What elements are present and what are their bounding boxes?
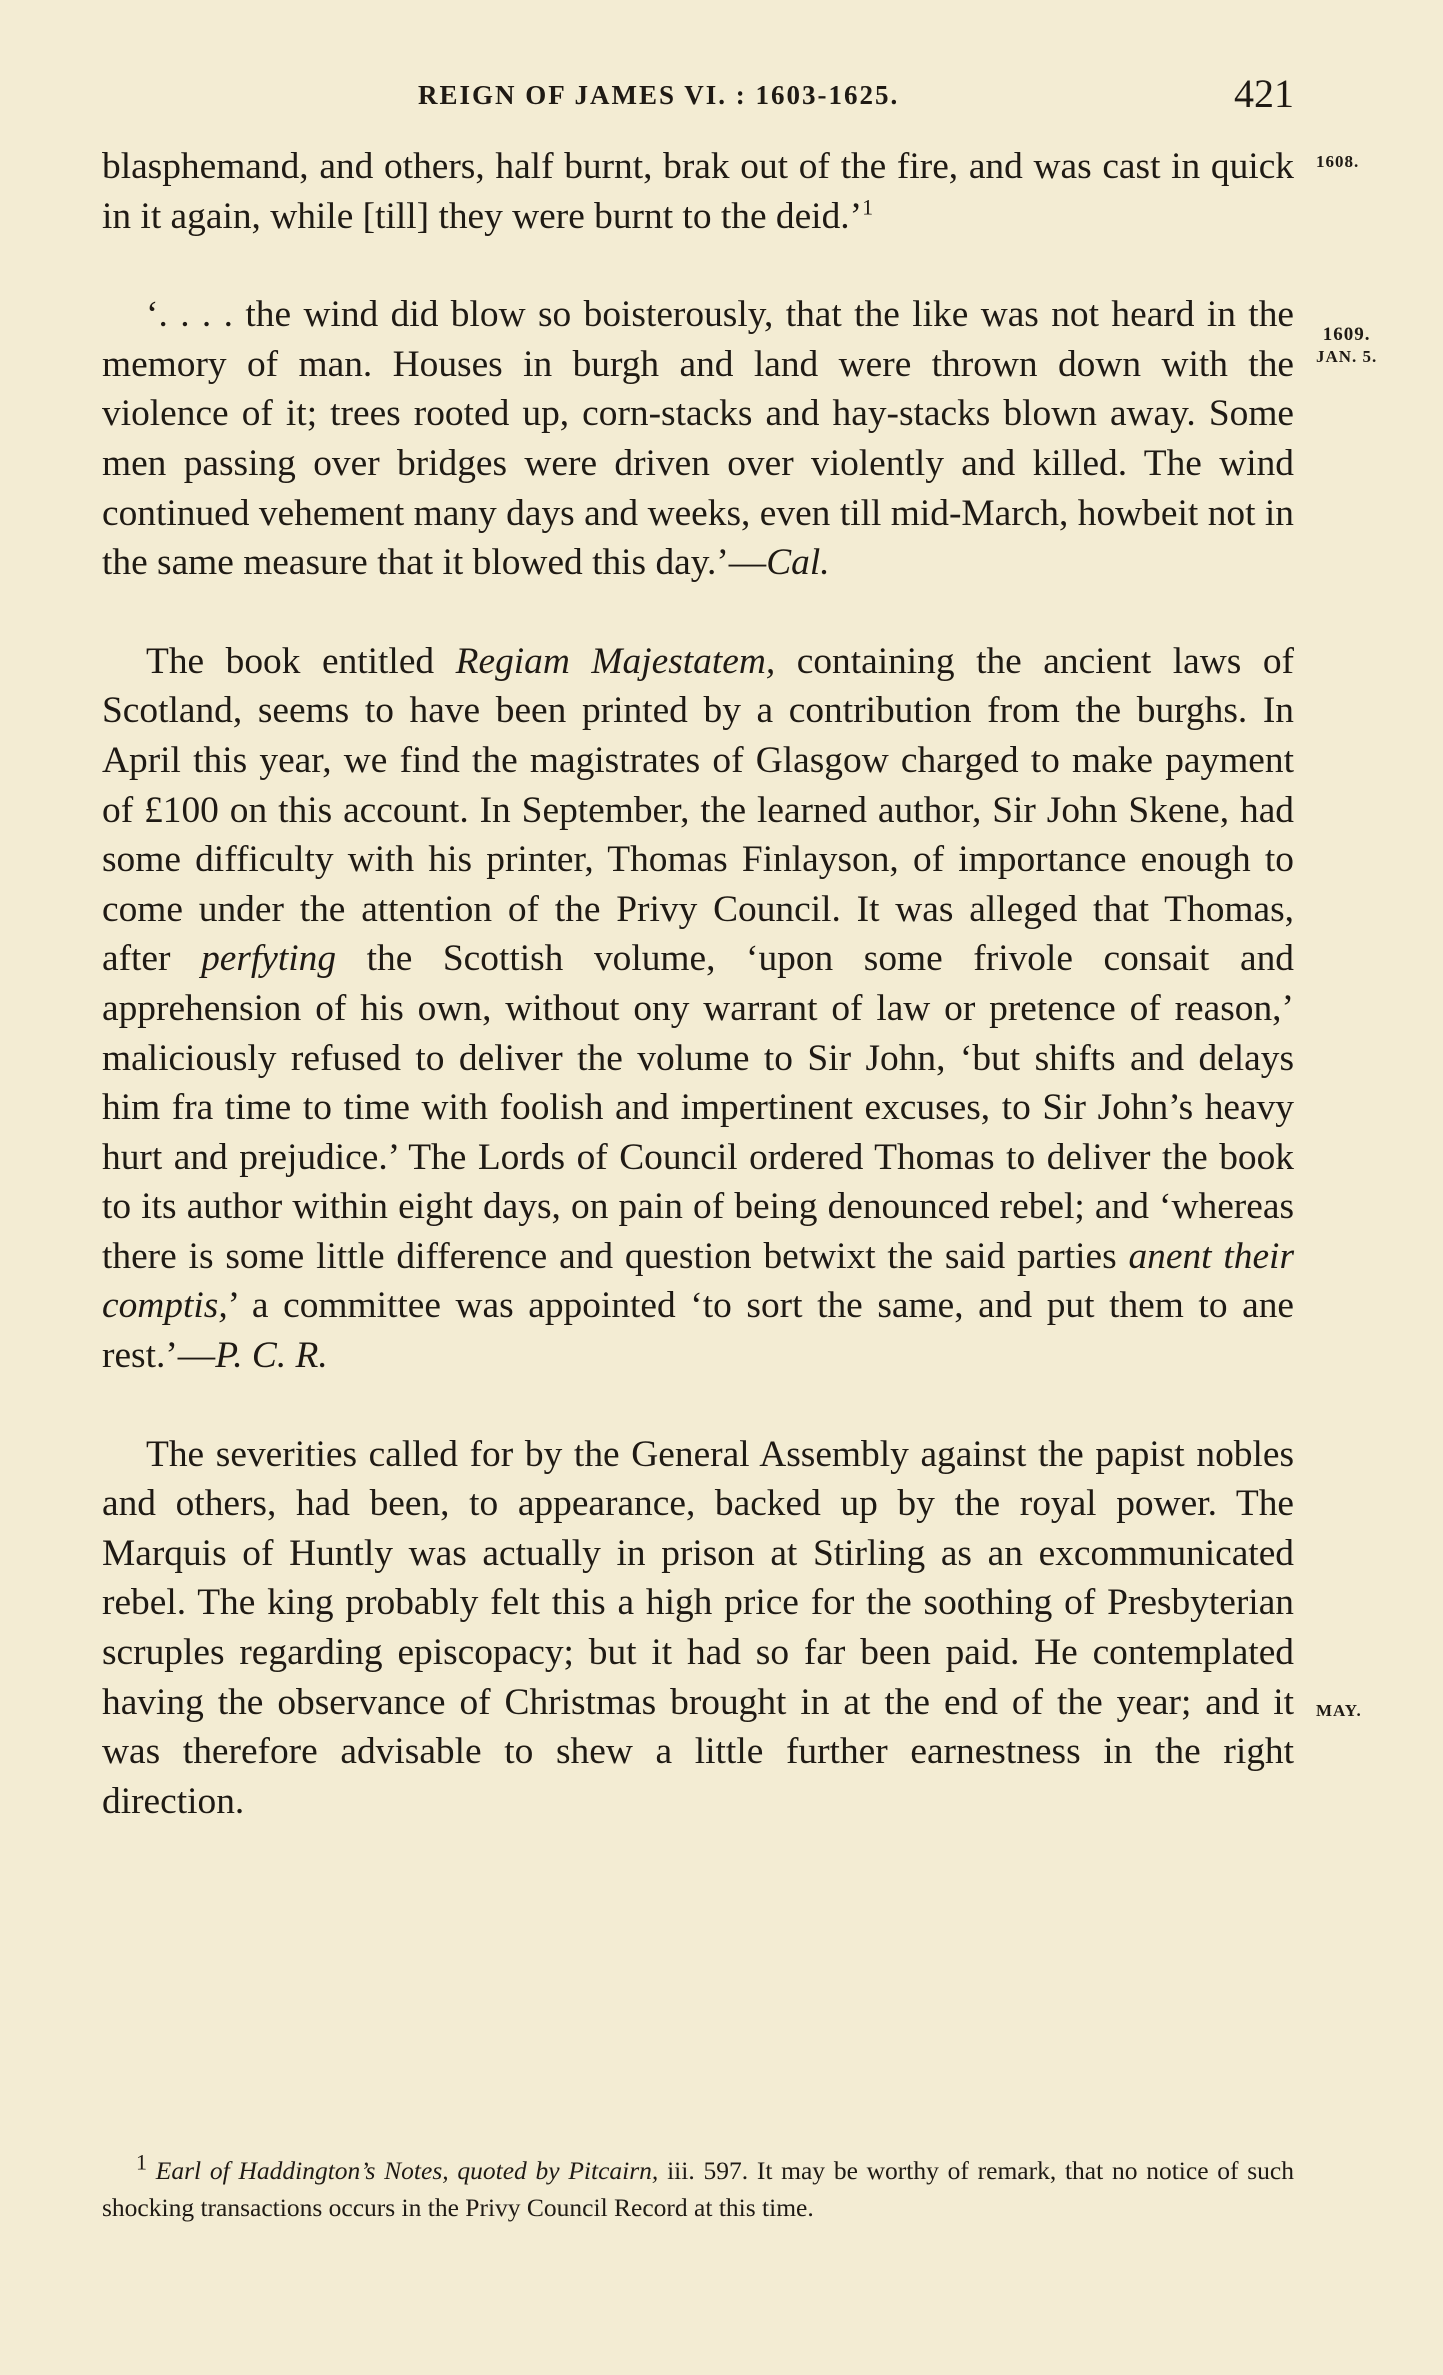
main-text [102, 142, 1294, 1826]
footnote-text: iii. 597. It may be worthy of remark, that no notice of such shocking transactions occurs in the Privy Council Record at this time. [102, 2156, 1295, 2222]
page-number: 421 [1234, 71, 1294, 116]
paragraph-3-text-b: containing the ancient laws of Scotland, seems to have been printed by a contribution from the burghs. In April this year, we find the magistrates of Glasgow charged to make payment of £100 on this account. In September, the learned author, Sir John Skene, had some difficulty with his printer, Thomas Finlayson, of importance enough to come under the attention of the Privy Council. It was alleged that Thomas, after [102, 640, 1295, 980]
margin-note-month: MAY. [1316, 1701, 1362, 1720]
paragraph-2 [102, 290, 1294, 588]
paragraph-3 [102, 637, 1294, 1381]
source-citation: Cal. [766, 542, 830, 584]
paragraph-4-text: The severities called for by the General Assembly against the papist nobles and others, had been, to appearance, backed up by the royal power. The Marquis of Huntly was actually in prison at Stirling as an excommunicated rebel. The king probably felt this a high price for the soothing of Presbyterian scruples regarding episcopacy; but it had so far been paid. He contemplated having the observance of Christmas brought in at the end of the year; and it was therefore advisable to shew a little further earnestness in the right direction. [102, 1433, 1294, 1822]
margin-note-date: JAN. 5. [1316, 347, 1378, 366]
source-citation: P. C. R. [215, 1335, 328, 1377]
page-header [100, 70, 1300, 130]
paragraph-3-text-c: the Scottish volume, ‘upon some frivole consait and apprehension of his own, without ony warrant of law or pretence of reason,’ maliciously refused to deliver the volume to Sir John, ‘but shifts and delays him fra time to time with foolish and impertinent excuses, to Sir John’s heavy hurt and prejudice.’ The Lords of Council ordered Thomas to deliver the book to its author within eight days, on pain of being denounced rebel; and ‘whereas there is some little difference and question betwixt the said parties [102, 938, 1294, 1277]
paragraph-3-text-d: ’ a committee was appointed ‘to sort the same, and put them to ane rest.’— [102, 1285, 1294, 1377]
footnote-marker: 1 [136, 2149, 147, 2175]
paragraph-2-text: ‘. . . . the wind did blow so boisterously, that the like was not heard in the memory of man. Houses in burgh and land were thrown down with the violence of it; trees rooted up, corn-stacks and hay-stacks blown away. Some men passing over bridges were driven over violently and killed. The wind continued vehement many days and weeks, even till mid-March, howbeit not in the same measure that it blowed this day.’— [102, 294, 1294, 584]
running-title: REIGN OF JAMES VI. : 1603-1625. [418, 80, 900, 110]
paragraph-1 [102, 142, 1294, 241]
footnote-source: Earl of Haddington’s Notes, quoted by Pitcairn, [155, 2156, 659, 2185]
paragraph-1-text: blasphemand, and others, half burnt, brak out of the fire, and was cast in quick in it again, while [till] they were burnt to the deid.’ [102, 146, 1294, 237]
paragraph-3-text-a: The book entitled [146, 640, 456, 682]
margin-note-year: 1609. [1322, 324, 1371, 345]
paragraph-4 [102, 1430, 1294, 1827]
italic-phrase: anent their comptis, [102, 1235, 1294, 1327]
footnote-block [102, 2149, 1295, 2226]
footnote-ref: 1 [862, 194, 874, 220]
italic-term: perfyting [201, 938, 337, 980]
margin-note-1608 [1316, 151, 1359, 173]
margin-note-1609 [1316, 324, 1377, 368]
margin-note-year: 1608. [1316, 152, 1360, 171]
footnote-1 [102, 2149, 1295, 2226]
book-title: Regiam Majestatem, [455, 640, 776, 682]
margin-note-may [1316, 1700, 1362, 1722]
